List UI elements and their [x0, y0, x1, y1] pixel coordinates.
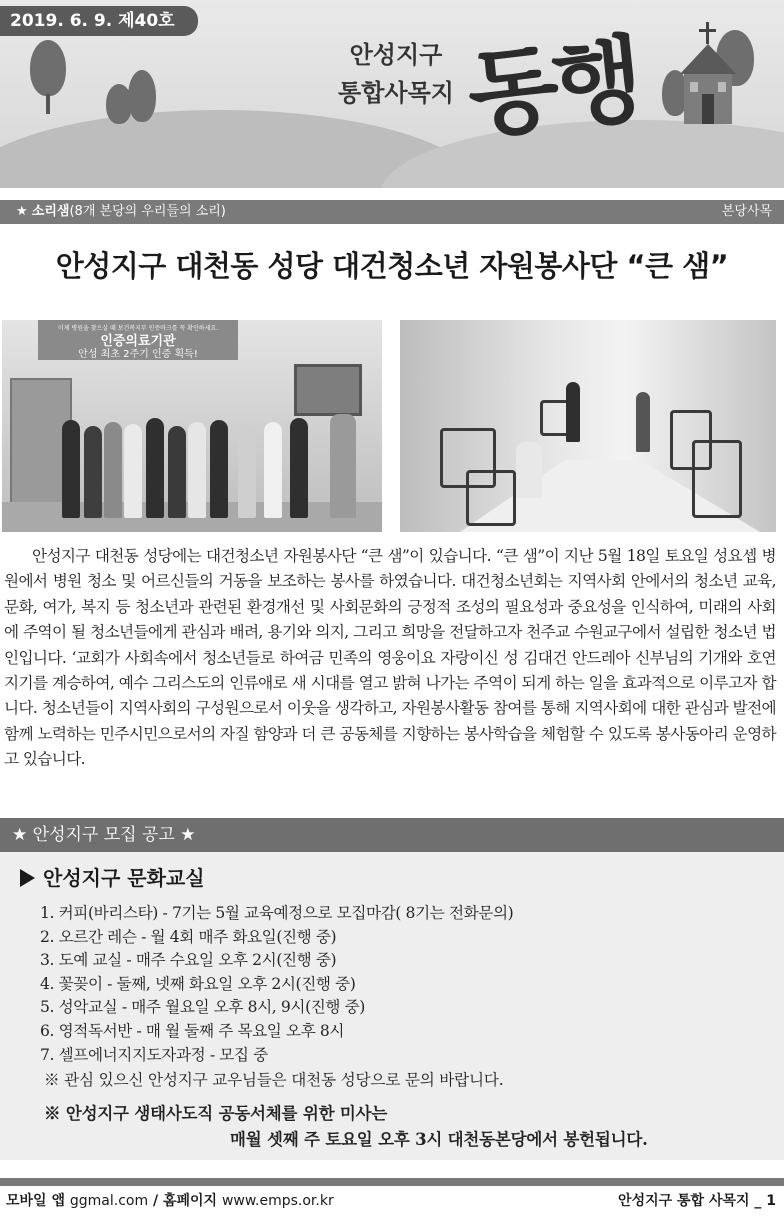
- masthead-title: 동행: [462, 24, 643, 152]
- footer-rule: [0, 1178, 784, 1186]
- person: [516, 442, 542, 498]
- issue-badge: 2019. 6. 9. 제40호: [0, 6, 198, 36]
- page-footer-title: 안성지구 통합 사목지 _ 1: [618, 1193, 776, 1209]
- person: [566, 382, 580, 442]
- publication-org-name: [336, 36, 456, 112]
- article-headline: 안성지구 대천동 성당 대건청소년 자원봉사단 “큰 샘”: [55, 249, 729, 283]
- mobile-label: 모바일 앱: [6, 1193, 65, 1209]
- list-item: 1. 커피(바리스타) - 7기는 5월 교육예정으로 모집마감( 8기는 전화문의): [40, 904, 514, 922]
- person: [124, 424, 142, 518]
- photo-banner: [38, 320, 238, 360]
- person: [210, 420, 228, 518]
- list-item: 5. 성악교실 - 매주 월요일 오후 8시, 9시(진행 중): [40, 998, 365, 1017]
- list-item: 7. 셀프에너지지도자과정 - 모집 중: [40, 1045, 268, 1064]
- person: [62, 420, 80, 518]
- masthead: [0, 0, 784, 188]
- section-category: 본당사목: [721, 204, 772, 219]
- mass-note: ※ 안성지구 생태사도직 공동서체를 위한 미사는: [44, 1104, 388, 1123]
- org-name-line1: 안성지구: [349, 41, 443, 69]
- person: [636, 392, 650, 452]
- list-item: 4. 꽃꽂이 - 둘째, 넷째 화요일 오후 2시(진행 중): [40, 974, 356, 993]
- photo-banner-line1: 이제 병원을 찾으실 때 보건복지부 인증마크를 꼭 확인하세요.: [57, 325, 219, 332]
- list-item: 2. 오르간 레슨 - 월 4회 매주 화요일(진행 중): [40, 927, 337, 946]
- wheelchair: [466, 470, 516, 526]
- person: [84, 426, 102, 518]
- article-paragraph: 안성지구 대천동 성당에는 대건청소년 자원봉사단 “큰 샘”이 있습니다. “큰 샘”이 지난 5월 18일 토요일 성요셉 병원에서 병원 청소 및 어르신들의 거동을 보조하는 봉사를 하였습니다. 대건청소년회는 지역사회 안에서의 청소년 교육, 문화, 여가, 복지 등 청소년과 관련된 환경개선 및 사회문화의 긍정적 조성의 필요성과 중요성을 인식하여, 미래의 사회에 주역이 될 청소년들에게 관심과 배려, 용기와 의지, 그리고 희망을 전달하고자 천주교 수원교구에서 설립한 청소년 법인입니다. ‘교회가 사회속에서 청소년들로 하여금 민족의 영웅이요 자랑이신 성 김대건 안드레아 신부님의 기개와 호연지기를 계승하여, 예수 그리스도의 인류애로 새 시대를 열고 밝혀 나가는 주역이 되게 하는 일을 효과적으로 이루고자 합니다. 청소년들이 지역사회의 구성원으로서 이웃을 생각하고, 자원봉사활동 참여를 통해 지역사회에 대한 관심과 발전에 함께 노력하는 민주시민으로서의 자질 함양과 더 큰 공동체를 지향하는 봉사학습을 체험할 수 있도록 봉사동아리 운영하고 있습니다.: [4, 547, 776, 769]
- list-item: 6. 영적독서반 - 매 월 둘째 주 목요일 오후 8시: [40, 1021, 345, 1040]
- recruit-subheading-text: 안성지구 문화교실: [43, 866, 205, 890]
- person: [238, 424, 256, 518]
- class-list: [40, 902, 513, 1067]
- inquiry-note: ※ 관심 있으신 안성지구 교우님들은 대천동 성당으로 문의 바랍니다.: [44, 1071, 504, 1089]
- person: [330, 414, 356, 518]
- section-label-bold: 소리샘: [31, 204, 70, 219]
- person: [264, 422, 282, 518]
- wall-frame: [294, 364, 362, 416]
- mass-schedule: 매월 셋째 주 토요일 오후 3시 대천동본당에서 봉헌됩니다.: [230, 1130, 648, 1149]
- volunteer-photo: [400, 320, 776, 532]
- home-label: 홈페이지: [162, 1193, 218, 1209]
- recruit-title: ★ 안성지구 모집 공고 ★: [0, 818, 784, 852]
- photo-banner-line3: 안성 최초 2주기 인증 획득!: [78, 349, 198, 360]
- church-icon: [676, 22, 740, 132]
- org-name-line2: 통합사목지: [338, 79, 454, 107]
- wheelchair: [692, 440, 742, 518]
- triangle-bullet-icon: [20, 869, 35, 887]
- article-body: [4, 544, 776, 773]
- footer-separator: /: [152, 1193, 159, 1209]
- section-label: [16, 200, 226, 224]
- recruit-subheading: [20, 862, 205, 891]
- section-label-rest: (8개 본당의 우리들의 소리): [69, 204, 226, 219]
- list-item: 3. 도예 교실 - 매주 수요일 오후 2시(진행 중): [40, 951, 337, 970]
- person: [188, 422, 206, 518]
- tree-icon: [30, 40, 66, 96]
- person: [168, 426, 186, 518]
- mobile-link[interactable]: ggmal.com: [69, 1193, 149, 1209]
- person: [290, 418, 308, 518]
- person: [146, 418, 164, 518]
- homepage-link[interactable]: www.emps.or.kr: [221, 1193, 334, 1209]
- tree-icon: [128, 70, 156, 122]
- photo-banner-line2: 인증의료기관: [100, 334, 176, 349]
- star-icon: ★: [16, 204, 28, 219]
- footer-contact: [6, 1190, 334, 1210]
- person: [104, 422, 122, 518]
- section-bar: [0, 200, 784, 224]
- tree-trunk: [46, 94, 50, 114]
- group-photo: [2, 320, 382, 532]
